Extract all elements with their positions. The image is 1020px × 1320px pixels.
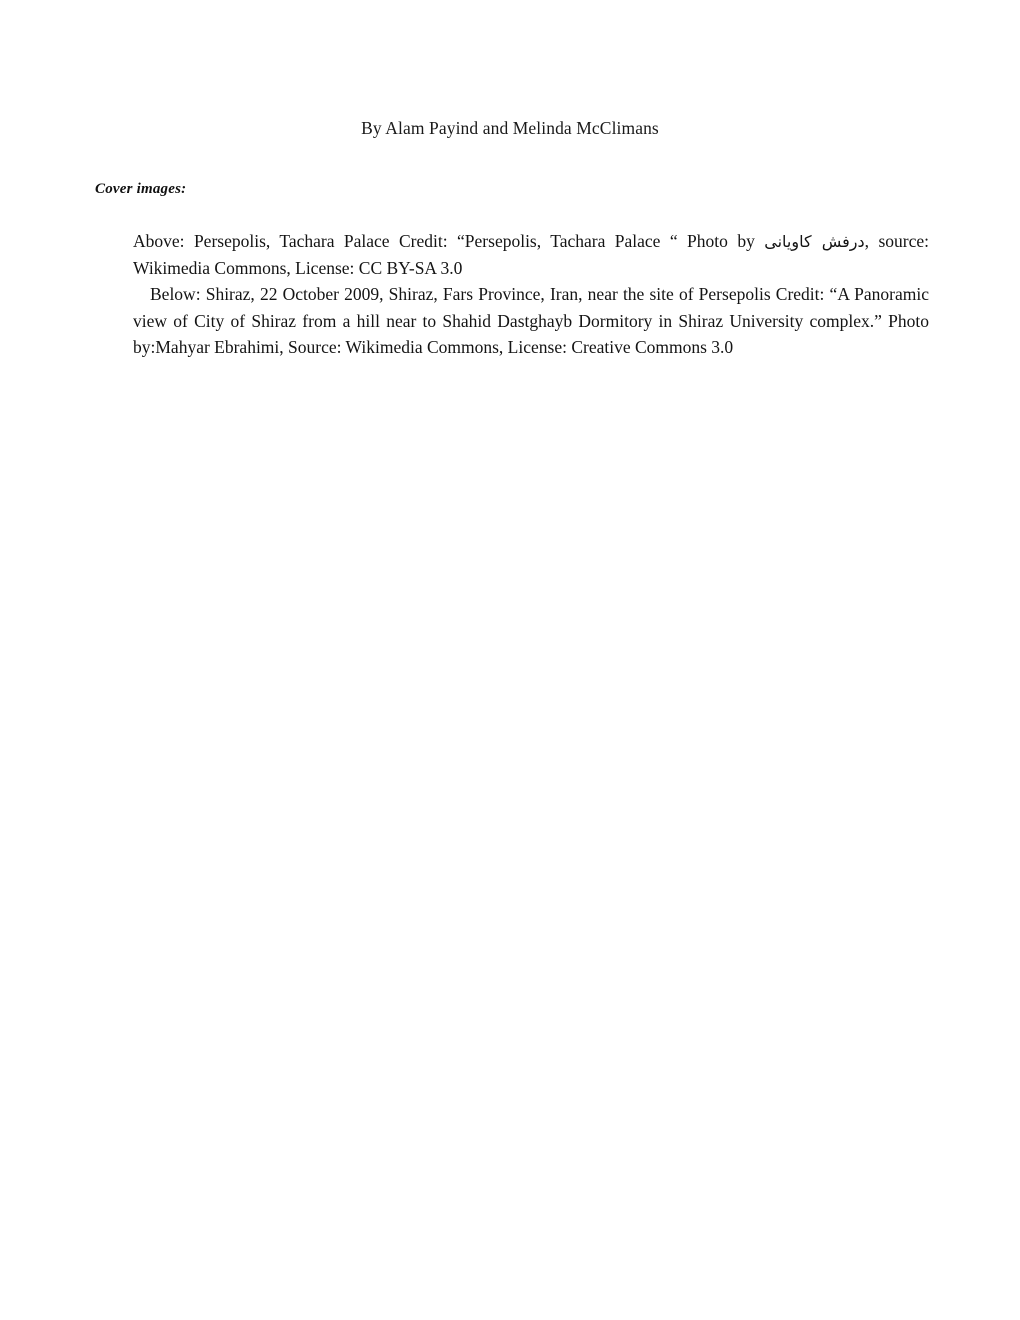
above-caption-text-start: Above: Persepolis, Tachara Palace Credit: “Persepolis, Tachara Palace “ Photo by xyxy=(133,231,765,251)
cover-images-heading: Cover images: xyxy=(95,181,187,197)
cover-image-above-caption xyxy=(133,228,929,281)
byline: By Alam Payind and Melinda McClimans xyxy=(361,118,659,138)
above-caption-persian-credit: درفش کاویانی xyxy=(764,232,865,251)
above-caption-text-end: , source: Wikimedia Commons, License: CC BY-SA 3.0 xyxy=(133,231,929,279)
cover-image-below-caption: Below: Shiraz, 22 October 2009, Shiraz, Fars Province, Iran, near the site of Persepolis Credit: “A Panoramic view of City of Shiraz from a hill near to Shahid Dastghayb Dormitory in Shiraz University complex.” Photo by:Mahyar Ebrahimi, Source: Wikimedia Commons, License: Creative Commons 3.0 xyxy=(133,284,929,357)
cover-images-body xyxy=(133,228,929,360)
